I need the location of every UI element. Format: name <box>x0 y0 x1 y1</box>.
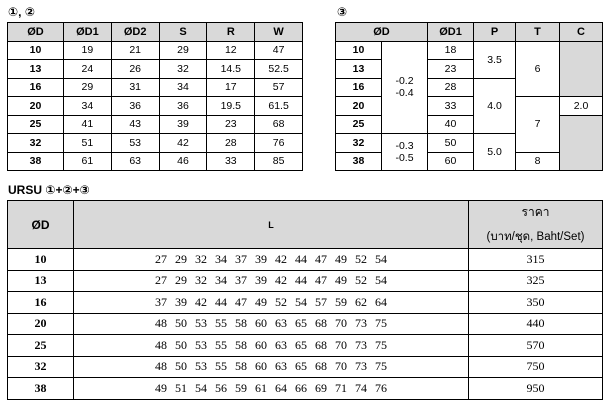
cell: 36 <box>111 97 159 116</box>
price-cell: 750 <box>469 356 603 378</box>
table-row <box>336 41 603 60</box>
table2-caption: ③ <box>337 5 348 19</box>
header-price <box>469 201 603 249</box>
cell: 61.5 <box>255 97 303 116</box>
cell: 53 <box>111 134 159 153</box>
cell: 32 <box>336 134 382 153</box>
dimension-table-1 <box>7 22 303 171</box>
table3-caption: URSU ①+②+③ <box>8 183 90 197</box>
table1-caption: ①, ② <box>8 5 35 19</box>
header-d: ØD <box>8 201 74 249</box>
cell: 21 <box>111 41 159 60</box>
cell: 14.5 <box>207 60 255 79</box>
table-row <box>8 335 603 357</box>
cell: 5.0 <box>474 134 516 171</box>
header-r: R <box>207 23 255 42</box>
cell: 19 <box>64 41 112 60</box>
blank-cell <box>560 41 603 97</box>
table-row <box>8 97 303 116</box>
cell: 47 <box>255 41 303 60</box>
cell: 60 <box>428 152 474 171</box>
cell: 42 <box>159 134 207 153</box>
cell: 23 <box>207 115 255 134</box>
table-header-row <box>8 201 603 249</box>
tolerance-lower: -0.4 <box>395 87 414 100</box>
cell: 38 <box>8 378 74 400</box>
header-l: L <box>74 201 469 249</box>
l-values: 27 29 32 34 37 39 42 44 47 49 52 54 <box>74 249 469 271</box>
price-cell: 440 <box>469 313 603 335</box>
cell: 32 <box>8 134 64 153</box>
cell: 76 <box>255 134 303 153</box>
header-d: ØD <box>8 23 64 42</box>
table-row <box>8 41 303 60</box>
tolerance-upper: -0.3 <box>395 140 414 152</box>
header-w: W <box>255 23 303 42</box>
cell: 18 <box>428 41 474 60</box>
header-c: C <box>560 23 603 42</box>
cell: 28 <box>207 134 255 153</box>
table-row <box>8 313 603 335</box>
table-row <box>8 356 603 378</box>
cell: 41 <box>64 115 112 134</box>
cell: 3.5 <box>474 41 516 78</box>
cell: 33 <box>207 152 255 171</box>
cell: 13 <box>8 270 74 292</box>
price-cell: 315 <box>469 249 603 271</box>
cell: 8 <box>516 152 560 171</box>
table-header-row <box>8 23 303 42</box>
table-row <box>8 134 303 153</box>
cell: 6 <box>516 41 560 97</box>
cell: 29 <box>64 78 112 97</box>
cell: 25 <box>8 115 64 134</box>
tolerance-lower: -0.5 <box>395 152 414 164</box>
cell: 63 <box>111 152 159 171</box>
table-row <box>8 249 603 271</box>
cell: 38 <box>8 152 64 171</box>
cell: 29 <box>159 41 207 60</box>
table-row <box>336 115 603 134</box>
cell: 26 <box>111 60 159 79</box>
cell: 20 <box>8 313 74 335</box>
tolerance-cell <box>382 41 428 134</box>
blank-cell <box>560 115 603 171</box>
cell: 46 <box>159 152 207 171</box>
table-row <box>8 115 303 134</box>
price-table <box>7 200 603 400</box>
cell: 32 <box>8 356 74 378</box>
price-cell: 325 <box>469 270 603 292</box>
price-title: ราคา <box>521 205 550 219</box>
tolerance-upper: -0.2 <box>395 75 414 88</box>
cell: 57 <box>255 78 303 97</box>
price-cell: 950 <box>469 378 603 400</box>
cell: 34 <box>64 97 112 116</box>
cell: 38 <box>336 152 382 171</box>
cell: 7 <box>516 97 560 153</box>
cell: 39 <box>159 115 207 134</box>
cell: 85 <box>255 152 303 171</box>
l-values: 37 39 42 44 47 49 52 54 57 59 62 64 <box>74 292 469 314</box>
cell: 50 <box>428 134 474 153</box>
header-d1: ØD1 <box>64 23 112 42</box>
cell: 25 <box>8 335 74 357</box>
header-d1: ØD1 <box>428 23 474 42</box>
cell: 16 <box>8 292 74 314</box>
header-t: T <box>516 23 560 42</box>
cell: 68 <box>255 115 303 134</box>
l-values: 48 50 53 55 58 60 63 65 68 70 73 75 <box>74 313 469 335</box>
cell: 52.5 <box>255 60 303 79</box>
cell: 2.0 <box>560 97 603 116</box>
cell: 4.0 <box>474 78 516 134</box>
l-values: 27 29 32 34 37 39 42 44 47 49 52 54 <box>74 270 469 292</box>
cell: 25 <box>336 115 382 134</box>
cell: 32 <box>159 60 207 79</box>
price-unit: (บาท/ชุด, Baht/Set) <box>486 231 585 243</box>
table-header-row <box>336 23 603 42</box>
l-values: 48 50 53 55 58 60 63 65 68 70 73 75 <box>74 335 469 357</box>
cell: 20 <box>336 97 382 116</box>
price-cell: 350 <box>469 292 603 314</box>
header-d2: ØD2 <box>111 23 159 42</box>
cell: 13 <box>336 60 382 79</box>
table-row <box>8 270 603 292</box>
cell: 10 <box>8 249 74 271</box>
table-row <box>336 97 603 116</box>
dimension-table-2 <box>335 22 603 171</box>
cell: 33 <box>428 97 474 116</box>
cell: 13 <box>8 60 64 79</box>
table-row <box>8 152 303 171</box>
cell: 12 <box>207 41 255 60</box>
cell: 40 <box>428 115 474 134</box>
cell: 51 <box>64 134 112 153</box>
cell: 16 <box>336 78 382 97</box>
price-cell: 570 <box>469 335 603 357</box>
l-values: 48 50 53 55 58 60 63 65 68 70 73 75 <box>74 356 469 378</box>
cell: 34 <box>159 78 207 97</box>
header-p: P <box>474 23 516 42</box>
tolerance-cell <box>382 134 428 171</box>
table-row <box>8 292 603 314</box>
header-s: S <box>159 23 207 42</box>
cell: 20 <box>8 97 64 116</box>
header-d: ØD <box>336 23 428 42</box>
table-row <box>8 378 603 400</box>
cell: 61 <box>64 152 112 171</box>
cell: 16 <box>8 78 64 97</box>
cell: 24 <box>64 60 112 79</box>
cell: 17 <box>207 78 255 97</box>
cell: 36 <box>159 97 207 116</box>
table-row <box>8 60 303 79</box>
cell: 23 <box>428 60 474 79</box>
cell: 10 <box>336 41 382 60</box>
table-row <box>8 78 303 97</box>
cell: 31 <box>111 78 159 97</box>
cell: 10 <box>8 41 64 60</box>
cell: 43 <box>111 115 159 134</box>
cell: 28 <box>428 78 474 97</box>
l-values: 49 51 54 56 59 61 64 66 69 71 74 76 <box>74 378 469 400</box>
cell: 19.5 <box>207 97 255 116</box>
